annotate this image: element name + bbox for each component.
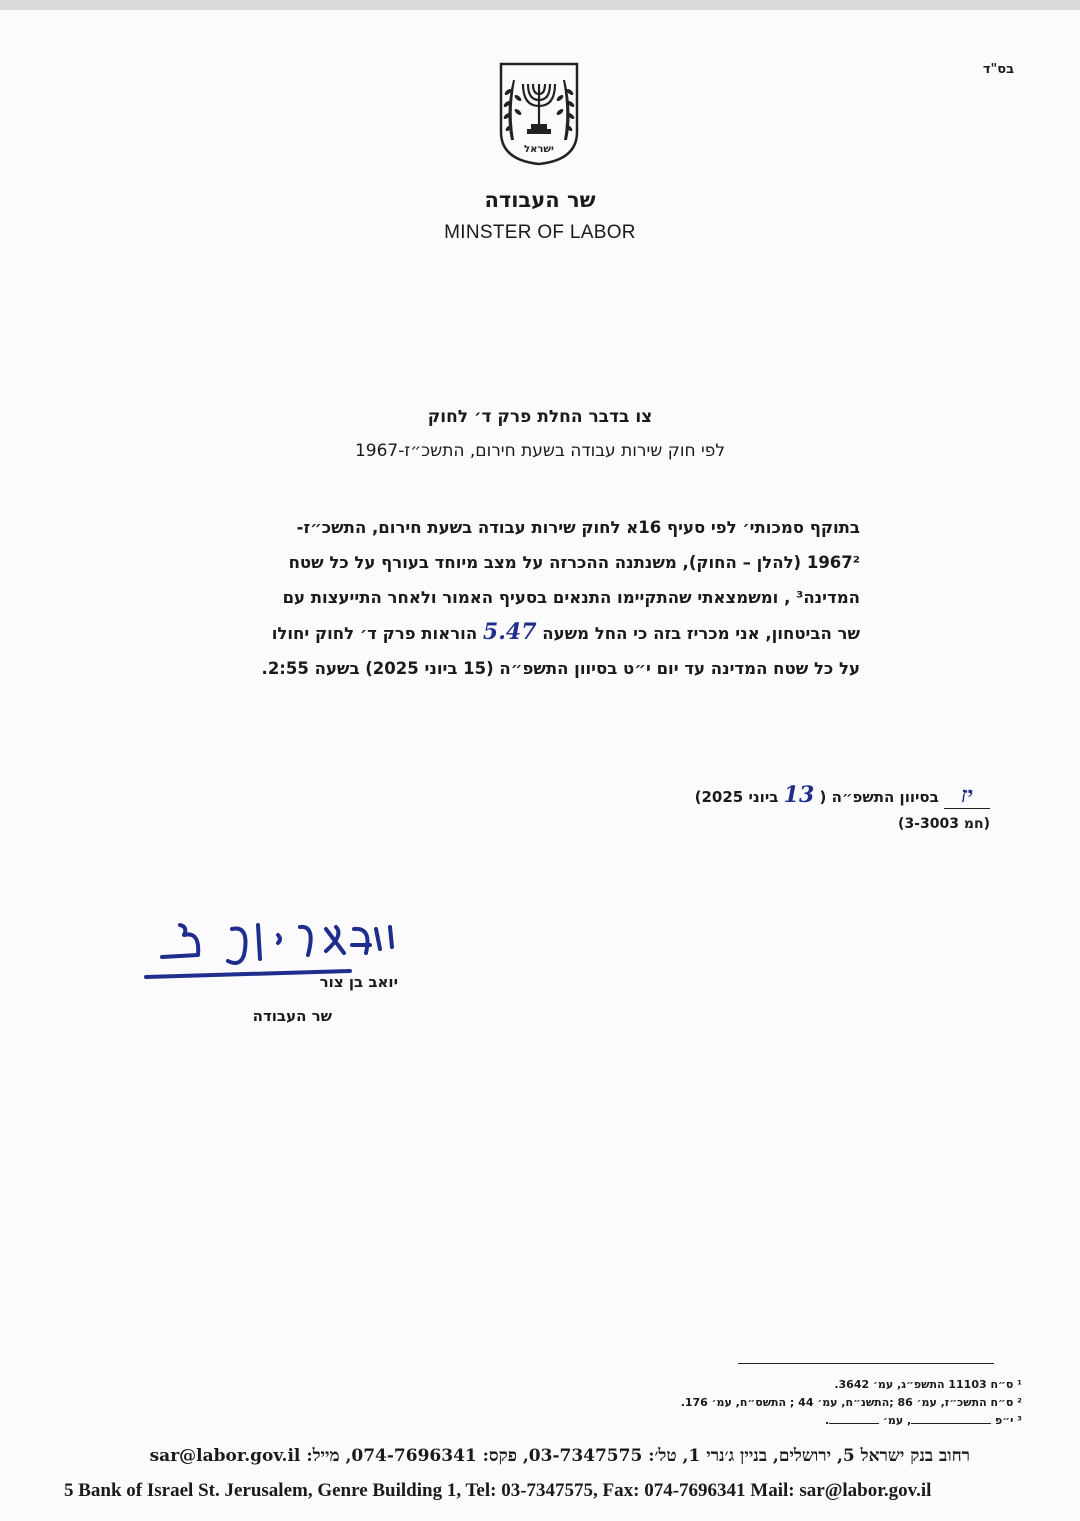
order-subtitle: לפי חוק שירות עבודה בשעת חירום, התשכ״ז-1967 [354,441,726,461]
order-title: צו בדבר החלת פרק ד׳ לחוק [427,407,653,427]
footnote-1: ¹ ס״ח 11103 התשפ״ג, עמ׳ 3642. [834,1378,1022,1391]
body-line-start: שר הביטחון, אני מכריז בזה כי החל משעה [542,624,860,643]
emblem-caption: ישראל [524,144,554,155]
signatory-title: שר העבודה [252,1007,332,1025]
state-emblem-icon [497,62,581,166]
handwritten-hebrew-day: יז [944,782,990,809]
ministry-title-english: MINSTER OF LABOR [444,222,636,243]
footer-address-english: 5 Bank of Israel St. Jerusalem, Genre Building 1, Tel: 03-7347575, Fax: 074-7696341 Mail: sar@labor.gov.il [64,1480,932,1501]
handwritten-gregorian-day: 13 [783,782,815,808]
footnote-3-blank-page [829,1423,879,1424]
body-line-end: הוראות פרק ד׳ לחוק יחולו [271,624,478,643]
ministry-title-hebrew: שר העבודה [484,188,596,212]
body-line-with-time [220,615,860,651]
order-body [220,510,860,686]
date-hebrew-month: בסיוון התשפ״ה ( [819,788,939,806]
handwritten-time: 5.47 [482,619,537,645]
footer-address-hebrew: רחוב בנק ישראל 5, ירושלים, בניין ג׳נרי 1, טל׳: 03-7347575, פקס: 074-7696341, מייל: sar@labor.gov.il [149,1446,970,1466]
footnote-2: ² ס״ח התשכ״ז, עמ׳ 86 ;התשנ״ח, עמ׳ 44 ; התשס״ח, עמ׳ 176. [680,1396,1022,1409]
order-date [695,782,990,809]
date-gregorian-month: ביוני 2025) [694,788,779,806]
footnote-3-blank [911,1423,991,1424]
body-line: בתוקף סמכותי׳ לפי סעיף 16א לחוק שירות עבודה בשעת חירום, התשכ״ז- [296,518,860,537]
footnote-divider [738,1363,994,1364]
signatory-name: יואב בן צור [319,973,398,991]
footnotes [681,1376,1022,1430]
document-page [0,10,1080,1521]
body-line: המדינה³ , ומשמצאתי שהתקיימו התנאים בסעיף האמור ולאחר התייעצות עם [282,588,860,607]
body-line: על כל שטח המדינה עד יום י״ט בסיוון התשפ״ה (15 ביוני 2025) בשעה 2:55. [261,659,860,678]
footnote-3-prefix: ³ י״פ [995,1414,1022,1427]
reference-number: (חמ 3-3003) [898,816,990,832]
corner-mark: בס"ד [982,62,1014,77]
body-line: 1967² (להלן – החוק), משנתנה ההכרזה על מצב מיוחד בעורף על כל שטח [288,553,860,572]
footnote-3-page: עמ׳ [883,1414,904,1427]
footnote-3: ³ י״פ , עמ׳ . [824,1414,1022,1427]
